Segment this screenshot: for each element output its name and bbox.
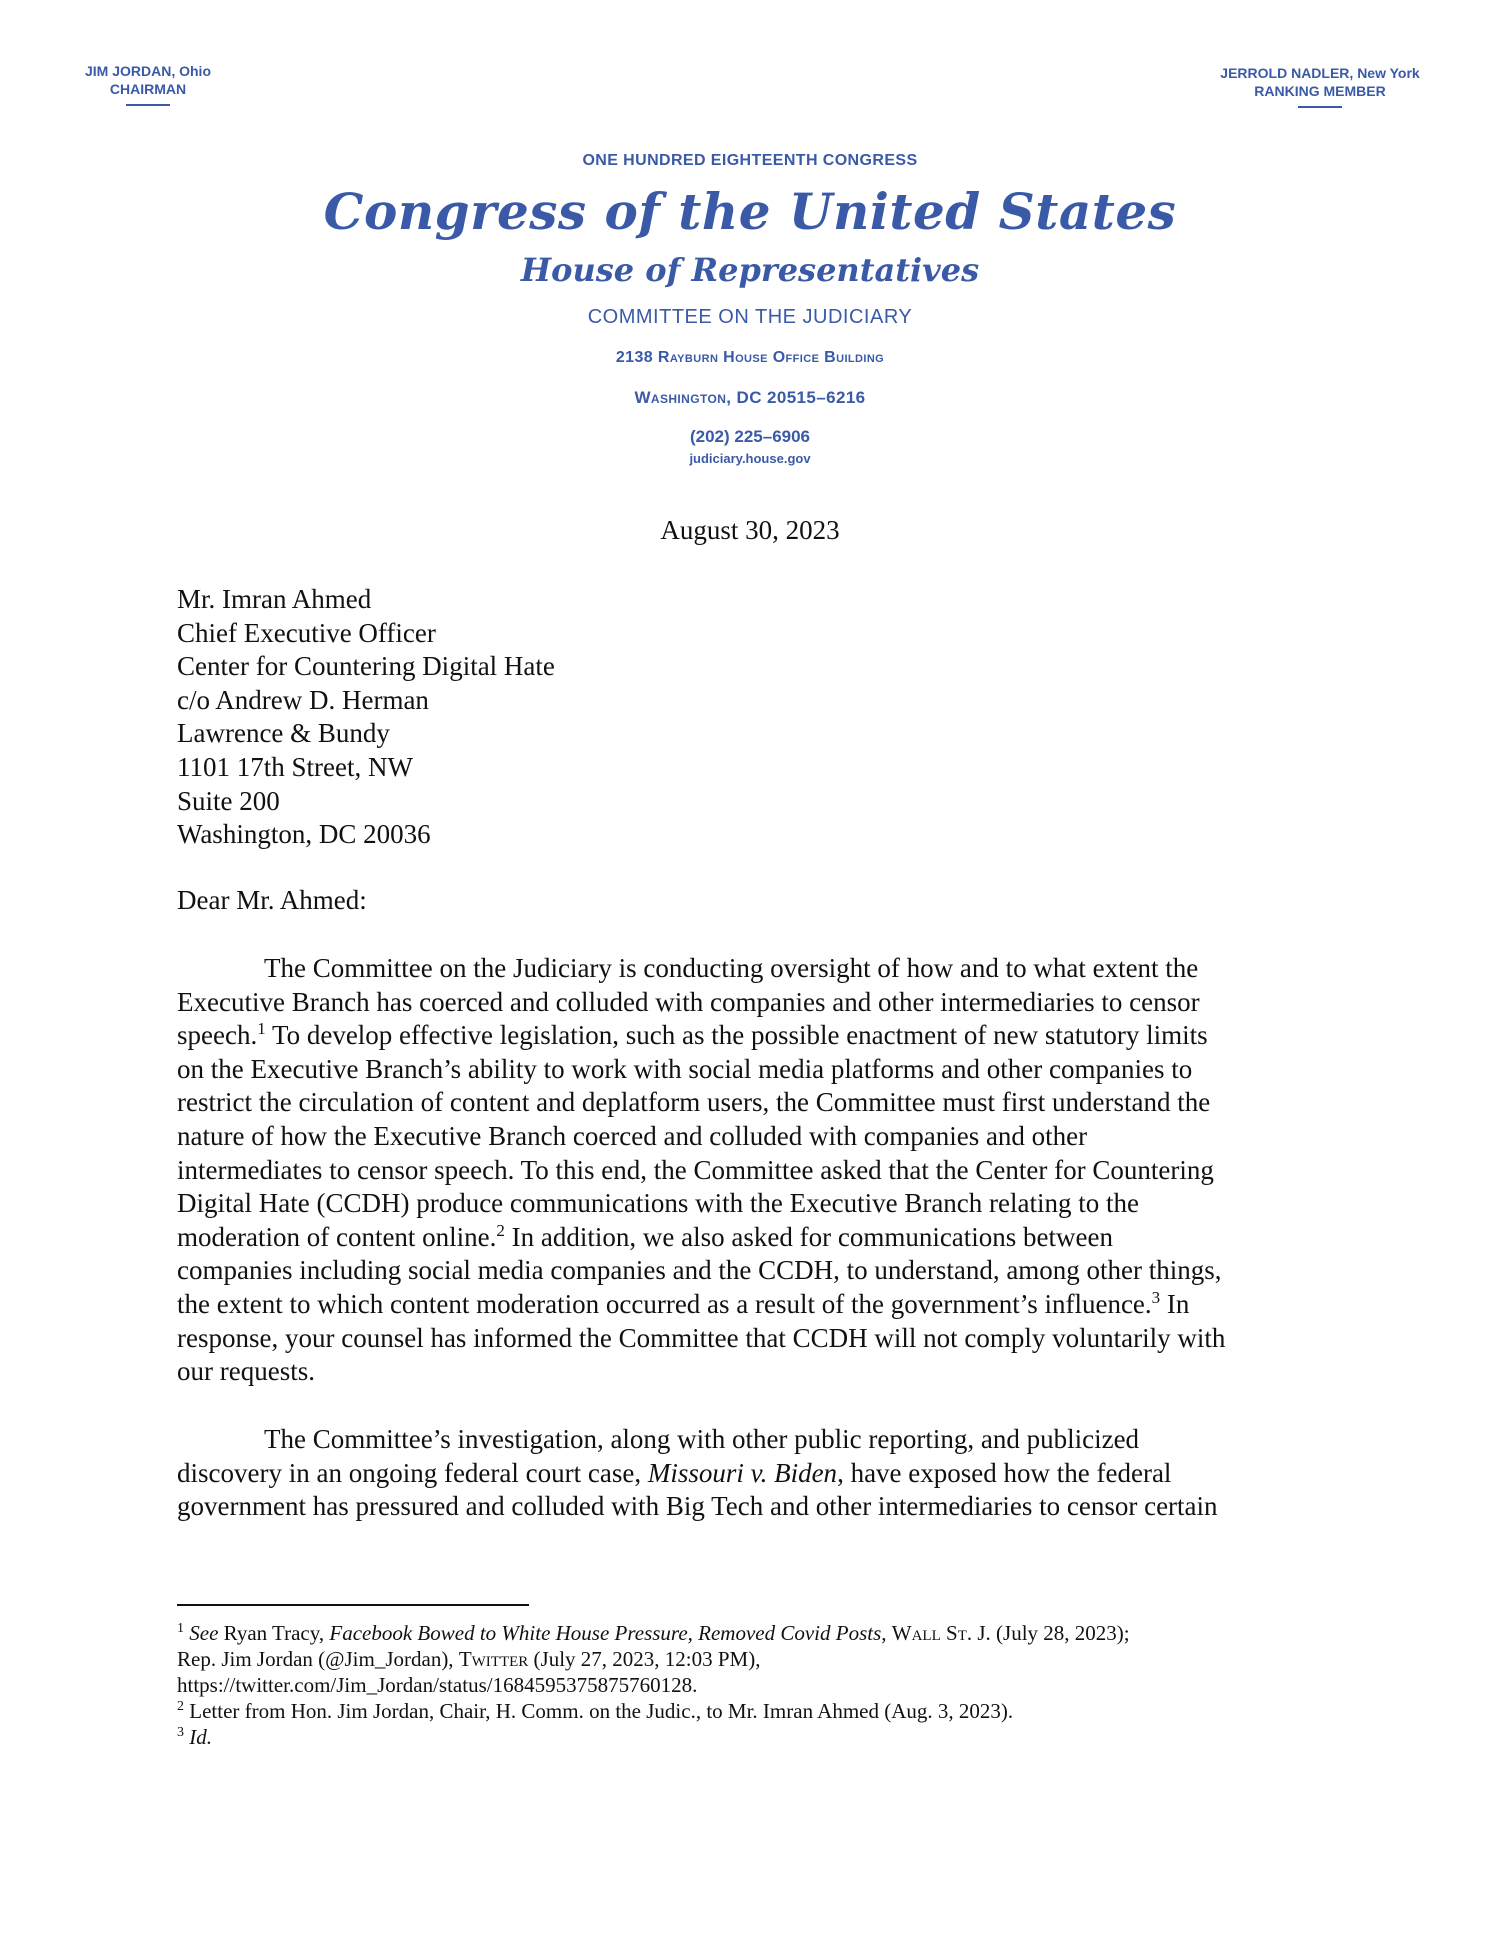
paragraph-line: The Committee’s investigation, along with other public reporting, and publicized: [264, 1424, 1140, 1454]
recipient-address: [177, 583, 555, 852]
article-title: Facebook Bowed to White House Pressure, Removed Covid Posts: [329, 1621, 882, 1645]
text-run: Letter from Hon. Jim Jordan, Chair, H. Comm. on the Judic., to Mr. Imran Ahmed (Aug. 3, 2023).: [184, 1699, 1014, 1723]
office-phone: (202) 225–6906: [689, 427, 811, 446]
footnotes: [177, 1620, 1327, 1750]
paragraph-line: The Committee on the Judiciary is conducting oversight of how and to what extent the: [264, 953, 1199, 983]
recipient-line: Suite 200: [177, 785, 280, 816]
footnote-number: 2: [177, 1699, 184, 1714]
paragraph-line: [177, 1019, 1322, 1053]
paragraph-line: intermediates to censor speech. To this end, the Committee asked that the Center for Countering: [177, 1154, 1214, 1185]
paragraph-line: response, your counsel has informed the Committee that CCDH will not comply voluntarily with: [177, 1322, 1226, 1353]
recipient-line: Washington, DC 20036: [177, 819, 431, 850]
office-city: Washington, DC 20515–6216: [634, 388, 866, 407]
paragraph-2: [177, 1423, 1322, 1524]
text-run: Rep. Jim Jordan (@Jim_Jordan),: [177, 1647, 459, 1671]
paragraph-line: [177, 1288, 1322, 1322]
text-run: In addition, we also asked for communications between: [504, 1221, 1114, 1252]
office-address: 2138 Rayburn House Office Building: [615, 349, 885, 366]
text-run: moderation of content online.: [177, 1221, 497, 1252]
paragraph-line: [177, 1221, 1322, 1255]
recipient-line: c/o Andrew D. Herman: [177, 684, 429, 715]
text-run: In: [1160, 1288, 1190, 1319]
footnote-divider: [177, 1604, 529, 1606]
recipient-line: Center for Countering Digital Hate: [177, 651, 555, 682]
footnote-number: 1: [177, 1621, 184, 1636]
congress-title: Congress of the United States: [323, 182, 1177, 241]
congress-number: ONE HUNDRED EIGHTEENTH CONGRESS: [582, 152, 918, 169]
footnote-ref: 3: [1151, 1287, 1161, 1307]
text-run: discovery in an ongoing federal court case,: [177, 1457, 648, 1488]
text-run: Ryan Tracy,: [218, 1621, 330, 1645]
office-website: judiciary.house.gov: [689, 451, 811, 466]
ranking-member-name: JERROLD NADLER, New York: [1220, 65, 1420, 81]
chairman-block: [68, 62, 228, 106]
paragraph-line: government has pressured and colluded with Big Tech and other intermediaries to censor certain: [177, 1491, 1218, 1522]
recipient-line: Lawrence & Bundy: [177, 718, 390, 749]
paragraph-line: Digital Hate (CCDH) produce communications with the Executive Branch relating to the: [177, 1188, 1139, 1219]
text-run: To develop effective legislation, such as the possible enactment of new statutory limits: [265, 1020, 1208, 1051]
chairman-title: CHAIRMAN: [109, 81, 187, 97]
paragraph-line: companies including social media companies and the CCDH, to understand, among other things,: [177, 1255, 1222, 1286]
chairman-name: JIM JORDAN, Ohio: [84, 63, 211, 79]
footnote-3: [177, 1724, 1327, 1750]
text-run: (July 28, 2023);: [990, 1621, 1130, 1645]
footnote-1: [177, 1620, 1327, 1646]
house-title: House of Representatives: [520, 251, 980, 289]
footnote-ref: 1: [257, 1019, 266, 1039]
paragraph-1: [177, 952, 1322, 1389]
recipient-line: 1101 17th Street, NW: [177, 751, 413, 782]
publication-name: Twitter: [458, 1647, 529, 1671]
salutation: Dear Mr. Ahmed:: [177, 885, 367, 915]
footnote-number: 3: [177, 1725, 184, 1740]
text-run: ,: [881, 1621, 892, 1645]
paragraph-line: restrict the circulation of content and deplatform users, the Committee must first understand the: [177, 1087, 1211, 1118]
footnote-1-line-3: https://twitter.com/Jim_Jordan/status/1684595375875760128.: [177, 1673, 698, 1697]
paragraph-line: Executive Branch has coerced and colluded with companies and other intermediaries to censor: [177, 986, 1200, 1017]
signal-see: See: [189, 1621, 219, 1645]
recipient-line: Mr. Imran Ahmed: [177, 584, 372, 614]
publication-name: Wall St. J.: [891, 1621, 991, 1645]
paragraph-line: our requests.: [177, 1356, 315, 1387]
case-name: Missouri v. Biden: [647, 1457, 838, 1488]
committee-name: COMMITTEE ON THE JUDICIARY: [587, 306, 913, 328]
text-run: speech.: [177, 1020, 258, 1051]
signal-id: Id.: [184, 1725, 212, 1749]
paragraph-line: on the Executive Branch’s ability to work with social media platforms and other companies to: [177, 1053, 1193, 1084]
chairman-rule: [126, 104, 170, 106]
ranking-member-rule: [1298, 106, 1342, 108]
paragraph-line: [177, 1457, 1322, 1491]
footnote-1-line-2: [177, 1646, 1327, 1672]
footnote-ref: 2: [496, 1220, 505, 1240]
paragraph-line: nature of how the Executive Branch coerced and colluded with companies and other: [177, 1120, 1088, 1151]
footnote-2: [177, 1698, 1327, 1724]
text-run: , have exposed how the federal: [837, 1457, 1172, 1488]
text-run: the extent to which content moderation occurred as a result of the government’s influence.: [177, 1288, 1152, 1319]
text-run: (July 27, 2023, 12:03 PM),: [528, 1647, 761, 1671]
ranking-member-block: [1205, 64, 1435, 108]
ranking-member-title: RANKING MEMBER: [1254, 83, 1386, 99]
recipient-line: Chief Executive Officer: [177, 617, 436, 648]
letter-date: August 30, 2023: [660, 515, 840, 545]
